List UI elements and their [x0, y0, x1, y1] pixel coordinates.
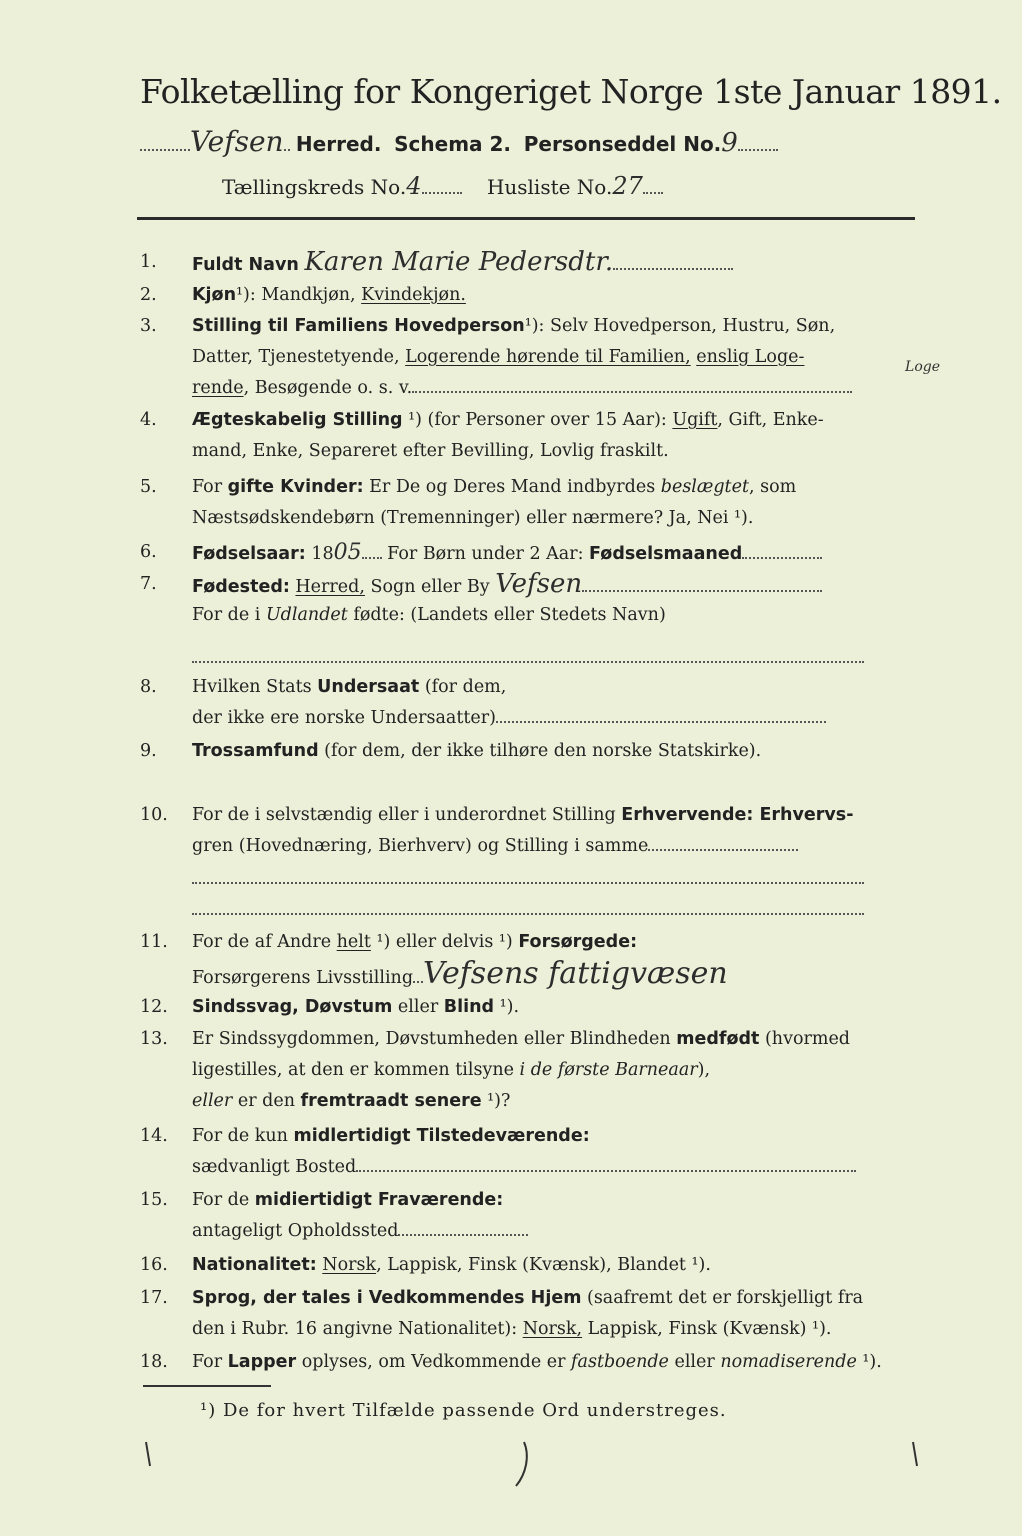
item-number: 2.	[140, 285, 157, 305]
item-18-label: Lapper	[227, 1352, 297, 1372]
marital-selected: Ugift	[672, 410, 718, 430]
footnote-rule	[143, 1385, 271, 1387]
annotation-loge: Loge	[905, 359, 940, 375]
herred-value: Vefsen	[190, 125, 284, 158]
item-6-label: Fødselsaar:	[192, 544, 306, 564]
header-line-kreds	[222, 172, 663, 200]
full-name-value: Karen Marie Pedersdtr.	[304, 247, 614, 277]
item-number: 4.	[140, 410, 157, 430]
item-number: 8.	[140, 677, 157, 697]
support-selected: helt	[336, 932, 371, 952]
header-line-herred	[140, 125, 778, 158]
husliste-label: Husliste No.	[486, 175, 613, 199]
item-number: 3.	[140, 316, 157, 336]
item-17-label: Sprog, der tales i Vedkommendes Hjem	[192, 1288, 582, 1308]
item-number: 16.	[140, 1255, 168, 1275]
nationality-selected: Norsk	[322, 1255, 377, 1275]
item-3-label: Stilling til Familiens Hovedperson	[192, 316, 525, 336]
personseddel-value: 9	[721, 128, 738, 158]
item-11-label: Forsørgede:	[518, 932, 638, 952]
birthplace-value: Vefsen	[495, 569, 583, 599]
item-number: 17.	[140, 1288, 168, 1308]
item-number: 14.	[140, 1126, 168, 1146]
item-number: 7.	[140, 574, 157, 594]
pencil-mark-center	[510, 1440, 540, 1490]
item-number: 9.	[140, 741, 157, 761]
item-number: 18.	[140, 1352, 168, 1372]
item-number: 13.	[140, 1029, 168, 1049]
footnote: ¹) De for hvert Tilfælde passende Ord understreges.	[200, 1400, 727, 1421]
item-4-label: Ægteskabelig Stilling	[192, 410, 403, 430]
schema-label: Schema 2.	[394, 132, 512, 156]
item-number: 5.	[140, 477, 157, 497]
item-number: 1.	[140, 252, 157, 272]
gender-selected: Kvindekjøn.	[361, 285, 466, 305]
item-16-label: Nationalitet:	[192, 1255, 317, 1275]
provider-value: Vefsens fattigvæsen	[423, 956, 728, 991]
item-1-label: Fuldt Navn	[192, 255, 299, 275]
kreds-label: Tællingskreds No.	[222, 175, 407, 199]
item-9-label: Trossamfund	[192, 741, 319, 761]
item-number: 6.	[140, 542, 157, 562]
item-14-label: midlertidigt Tilstedeværende:	[293, 1126, 590, 1146]
item-5-label: gifte Kvinder:	[227, 477, 364, 497]
item-number: 10.	[140, 805, 168, 825]
language-selected: Norsk,	[522, 1319, 583, 1339]
form-title: Folketælling for Kongeriget Norge 1ste Januar 1891.	[140, 72, 1002, 111]
item-number: 12.	[140, 997, 168, 1017]
position-selected: Logerende hørende til Familien,	[405, 347, 691, 367]
personseddel-label: Personseddel No.	[523, 132, 722, 156]
pencil-mark-right	[905, 1440, 925, 1470]
item-12-label: Sindssvag, Døvstum	[192, 997, 393, 1017]
item-number: 11.	[140, 932, 168, 952]
item-number: 15.	[140, 1190, 168, 1210]
husliste-value: 27	[612, 172, 643, 200]
kreds-value: 4	[406, 172, 422, 200]
item-7-label: Fødested:	[192, 577, 290, 597]
item-2-label: Kjøn	[192, 285, 237, 305]
herred-label: Herred.	[295, 132, 382, 156]
item-13-label: medfødt	[676, 1029, 760, 1049]
birth-year-value: 05	[333, 540, 362, 565]
header-rule	[137, 217, 915, 220]
pencil-mark-left	[140, 1440, 160, 1470]
item-15-label: midiertidigt Fraværende:	[254, 1190, 504, 1210]
item-8-label: Undersaat	[317, 677, 420, 697]
census-form-page: Folketælling for Kongeriget Norge 1ste Januar 1891. Vefsen Herred. Schema 2. Personseddel No.9 Tællingskreds No.4 Husliste No.27 1. Fuldt Navn Karen Marie Pedersdtr. 2. Kjøn¹): Mandkjøn, Kvindekjøn. 3. Stilling til Familiens Hovedperson¹): Selv Hovedperson, Hustru, Søn, Datter, Tjenestetyende, Logerende hørende til Familien, enslig Loge- Loge rende, Besøgende o. s. v. 4. Ægteskabelig Stilling ¹) (for Personer over 15 Aar): Ugift, Gift, Enke- mand, Enke, Separeret efter Bevilling, Lovlig fraskilt. 5. For gifte Kvinder: Er De og Deres Mand indbyrdes beslægtet, som Næstsødskendebørn (Tremenninger) eller nærmere? Ja, Nei ¹). 6. Fødselsaar: 1805 For Børn under 2 Aar: Fødselsmaaned 7. Fødested: Herred, Sogn eller By Vefsen For de i Udlandet fødte: (Landets eller Stedets Navn) 8. Hvilken Stats Undersaat (for dem, der ikke ere norske Undersaatter) 9. Trossamfund (for dem, der ikke tilhøre den norske Statskirke). 10. For de i selvstændig eller i underordnet Stilling Erhvervende: Erhvervs- gren (Hovednæring, Bierhverv) og Stilling i samme 11. For de af Andre helt ¹) eller delvis ¹) Forsørgede: Forsørgerens Livsstilling Vefsens fattigvæsen 12. Sindssvag, Døvstum eller Blind ¹). 13. Er Sindssygdommen, Døvstumheden eller Blindheden medfødt (hvormed ligestilles, at den er kommen tilsyne i de første Barneaar), eller er den fremtraadt senere ¹)? 14. For de kun midlertidigt Tilstedeværende: sædvanligt Bosted 15. For de midiertidigt Fraværende: antageligt Opholdssted 16. Nationalitet: Norsk, Lappisk, Finsk (Kvænsk), Blandet ¹). 17. Sprog, der tales i Vedkommendes Hjem (saafremt det er forskjelligt fra den i Rubr. 16 angivne Nationalitet): Norsk, Lappisk, Finsk (Kvænsk) ¹). 18. For Lapper oplyses, om Vedkommende er fastboende eller nomadiserende ¹). ¹) De for hvert Tilfælde passende Ord understreges.	[0, 0, 1022, 1536]
item-10-label: Erhvervende: Erhvervs-	[621, 805, 854, 825]
